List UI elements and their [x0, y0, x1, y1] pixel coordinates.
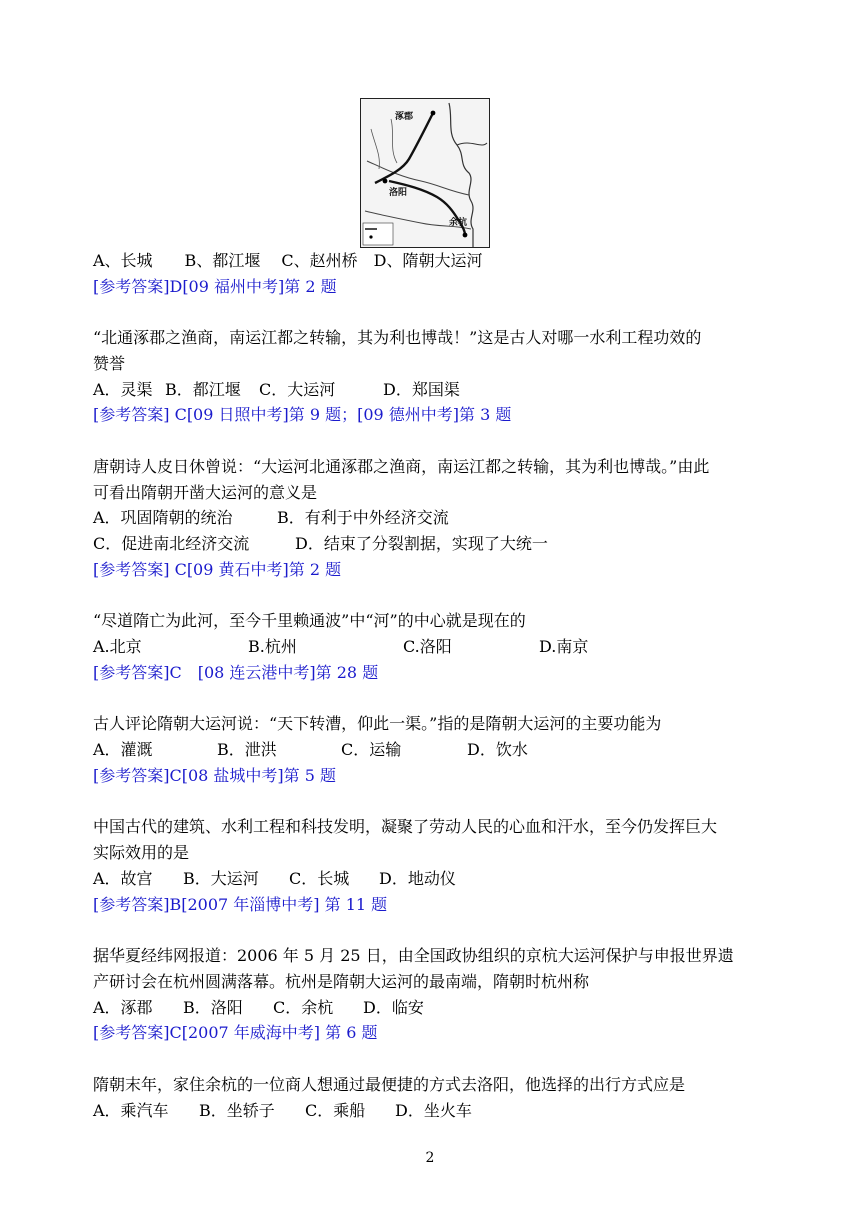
q7-options — [93, 995, 424, 1021]
page-number: 2 — [425, 1150, 435, 1166]
q1-answer: [参考答案]D[09 福州中考]第 2 题 — [93, 277, 337, 296]
q8-option-d: D．坐火车 — [395, 1101, 472, 1120]
q5-stem: 古人评论隋朝大运河说：“天下转漕，仰此一渠。”指的是隋朝大运河的主要功能为 — [93, 714, 662, 733]
q8-option-a: A．乘汽车 — [93, 1101, 169, 1120]
q2-answer: [参考答案] C[09 日照中考]第 9 题；[09 德州中考]第 3 题 — [93, 405, 512, 424]
q4-option-c: C.洛阳 — [403, 637, 452, 656]
grand-canal-map — [360, 98, 490, 248]
q7-stem-line2: 产研讨会在杭州圆满落幕。杭州是隋朝大运河的最南端，隋朝时杭州称 — [93, 972, 590, 991]
q3-answer: [参考答案] C[09 黄石中考]第 2 题 — [93, 560, 342, 579]
map-illustration — [361, 99, 489, 247]
q7-option-c: C．余杭 — [273, 998, 334, 1017]
q8-stem: 隋朝末年，家住余杭的一位商人想通过最便捷的方式去洛阳，他选择的出行方式应是 — [93, 1075, 686, 1094]
q2-stem-line2: 赞誉 — [93, 354, 126, 373]
q7-option-b: B．洛阳 — [183, 998, 243, 1017]
q5-option-b: B．泄洪 — [217, 740, 277, 759]
q5-option-c: C．运输 — [341, 740, 402, 759]
q5-options — [93, 737, 528, 763]
q1-options: A、长城 B、都江堰 C、赵州桥 D、隋朝大运河 — [93, 251, 483, 270]
q2-stem-line1: “北通涿郡之渔商，南运江都之转输，其为利也博哉！”这是古人对哪一水利工程功效的 — [93, 328, 702, 347]
q3-option-a: A．巩固隋朝的统治 — [93, 508, 233, 527]
q2-option-b: B．都江堰 — [165, 380, 241, 399]
q6-option-d: D．地动仪 — [379, 869, 456, 888]
q3-options-row1 — [93, 505, 449, 531]
q2-option-a: A．灵渠 — [93, 380, 153, 399]
q8-option-c: C．乘船 — [305, 1101, 366, 1120]
q4-option-d: D.南京 — [539, 637, 589, 656]
q6-stem-line1: 中国古代的建筑、水利工程和科技发明，凝聚了劳动人民的心血和汗水，至今仍发挥巨大 — [93, 817, 718, 836]
q5-answer: [参考答案]C[08 盐城中考]第 5 题 — [93, 766, 337, 785]
map-label-luoyang: 洛阳 — [389, 188, 408, 198]
q6-answer: [参考答案]B[2007 年淄博中考] 第 11 题 — [93, 895, 388, 914]
q7-option-a: A．涿郡 — [93, 998, 153, 1017]
q6-option-c: C．长城 — [289, 869, 350, 888]
q3-option-d: D．结束了分裂割据，实现了大统一 — [295, 534, 548, 553]
q4-stem: “尽道隋亡为此河，至今千里赖通波”中“河”的中心就是现在的 — [93, 611, 526, 630]
q8-options — [93, 1098, 472, 1124]
q5-option-a: A．灌溉 — [93, 740, 153, 759]
q6-option-a: A．故宫 — [93, 869, 153, 888]
map-label-zhuojun: 涿郡 — [395, 112, 414, 122]
q3-stem-line2: 可看出隋朝开凿大运河的意义是 — [93, 483, 318, 502]
q6-option-b: B．大运河 — [183, 869, 259, 888]
q3-option-b: B．有利于中外经济交流 — [277, 508, 449, 527]
q4-options — [93, 634, 588, 660]
q2-options — [93, 377, 460, 403]
q4-answer: [参考答案]C [08 连云港中考]第 28 题 — [93, 663, 379, 682]
q6-options — [93, 866, 456, 892]
q4-option-b: B.杭州 — [248, 637, 297, 656]
q7-option-d: D．临安 — [363, 998, 424, 1017]
q2-option-d: D．郑国渠 — [383, 380, 460, 399]
map-label-yuhang: 余杭 — [449, 218, 468, 228]
q7-stem-line1: 据华夏经纬网报道：2006 年 5 月 25 日，由全国政协组织的京杭大运河保护与申报世界遗 — [93, 946, 734, 965]
q3-stem-line1: 唐朝诗人皮日休曾说：“大运河北通涿郡之渔商，南运江都之转输，其为利也博哉。”由此 — [93, 457, 710, 476]
q2-option-c: C．大运河 — [259, 380, 336, 399]
q8-option-b: B．坐轿子 — [199, 1101, 275, 1120]
q4-option-a: A.北京 — [93, 637, 142, 656]
q6-stem-line2: 实际效用的是 — [93, 843, 190, 862]
q5-option-d: D．饮水 — [467, 740, 528, 759]
q7-answer: [参考答案]C[2007 年威海中考] 第 6 题 — [93, 1023, 378, 1042]
q3-option-c: C．促进南北经济交流 — [93, 534, 250, 553]
q3-options-row2 — [93, 531, 548, 557]
